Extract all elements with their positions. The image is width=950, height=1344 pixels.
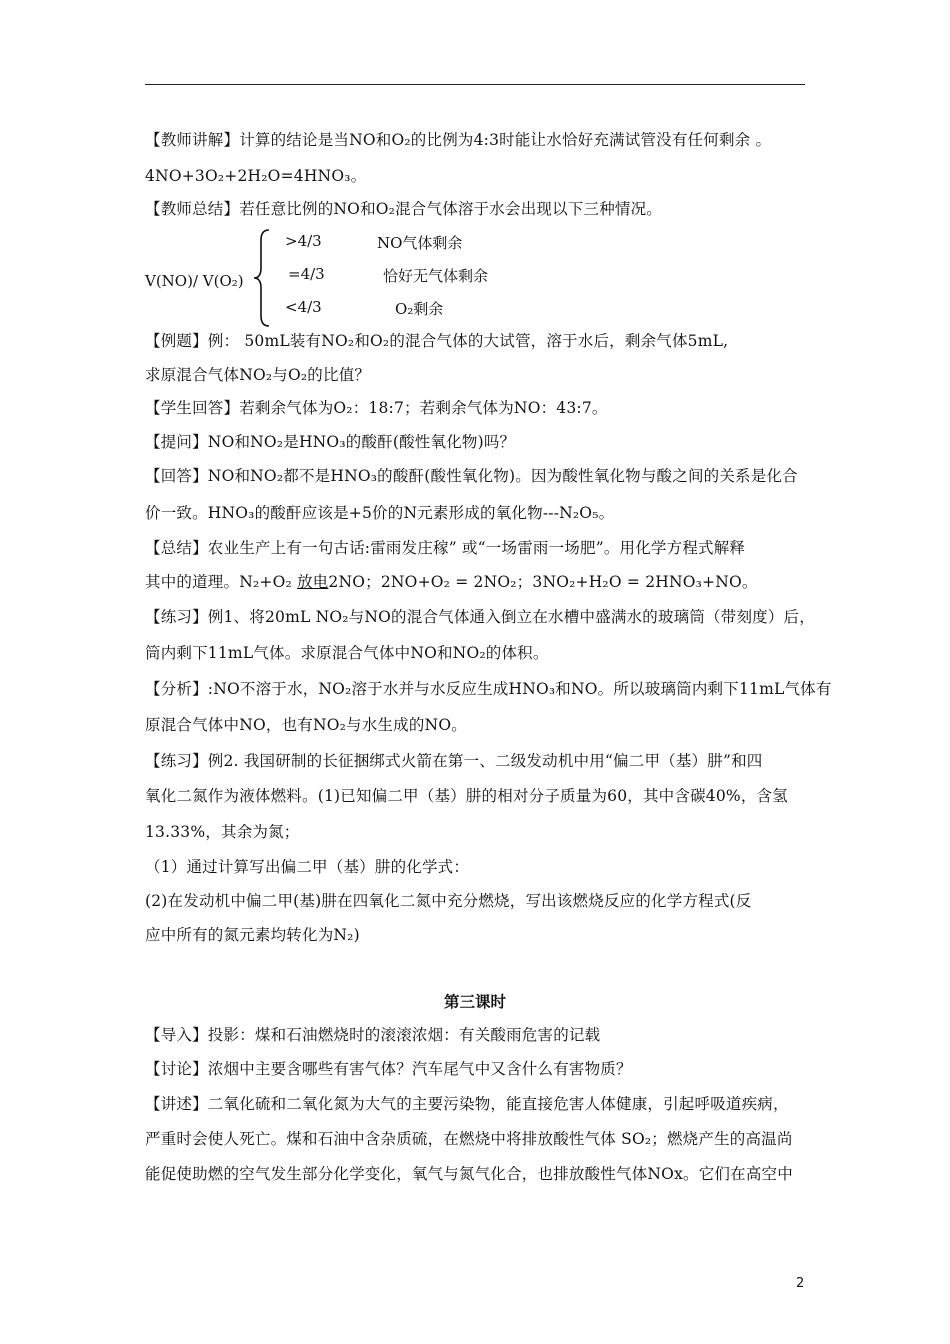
- case-condition: <4/3: [285, 298, 322, 316]
- text-line: （1）通过计算写出偏二甲（基）肼的化学式：: [145, 858, 470, 876]
- page-number: 2: [796, 1276, 805, 1291]
- text-line: 【提问】NO和NO₂是HNO₃的酸酐(酸性氧化物)吗？: [145, 433, 516, 451]
- text-line: 应中所有的氮元素均转化为N₂): [145, 926, 360, 944]
- reaction-condition: 放电: [297, 573, 329, 591]
- text-line: 【例题】例： 50mL装有NO₂和O₂的混合气体的大试管，溶于水后，剩余气体5mL,: [145, 332, 729, 350]
- case-result: NO气体剩余: [377, 234, 463, 252]
- text-line: 【回答】NO和NO₂都不是HNO₃的酸酐(酸性氧化物)。因为酸性氧化物与酸之间的关系是化合: [145, 467, 798, 485]
- ratio-cases: [145, 228, 645, 328]
- header-rule: [145, 84, 805, 85]
- text-line: 【练习】例2. 我国研制的长征捆绑式火箭在第一、二级发动机中用“偏二甲（基）肼”和四: [145, 752, 763, 770]
- curly-brace-icon: [253, 228, 271, 328]
- equation-part: N₂+O₂: [239, 573, 298, 591]
- text-line: 价一致。HNO₃的酸酐应该是+5价的N元素形成的氧化物---N₂O₅。: [145, 504, 615, 522]
- text-line: 4NO+3O₂+2H₂O=4HNO₃。: [145, 167, 367, 185]
- case-result: O₂剩余: [395, 300, 444, 318]
- text-segment: 其中的道理。: [145, 573, 240, 591]
- text-line: 【总结】农业生产上有一句古话:雷雨发庄稼” 或“一场雷雨一场肥”。用化学方程式解释: [145, 539, 746, 557]
- text-line: 【导入】投影：煤和石油燃烧时的滚滚浓烟：有关酸雨危害的记载: [145, 1026, 601, 1044]
- text-line: 能促使助燃的空气发生部分化学变化，氧气与氮气化合，也排放酸性气体NOx。它们在高空中: [145, 1165, 793, 1183]
- text-line: 原混合气体中NO，也有NO₂与水生成的NO。: [145, 716, 467, 734]
- section-title: 第三课时: [443, 992, 506, 1011]
- text-line: 【教师总结】若任意比例的NO和O₂混合气体溶于水会出现以下三种情况。: [145, 200, 662, 218]
- text-line: 13.33%，其余为氮；: [145, 823, 300, 841]
- text-line: 【分析】:NO不溶于水，NO₂溶于水并与水反应生成HNO₃和NO。所以玻璃筒内剩下11mL气体有: [145, 680, 832, 698]
- text-line: (2)在发动机中偏二甲(基)肼在四氧化二氮中充分燃烧，写出该燃烧反应的化学方程式(反: [145, 892, 752, 910]
- text-line: 氧化二氮作为液体燃料。(1)已知偏二甲（基）肼的相对分子质量为60，其中含碳40%，含氢: [145, 787, 788, 805]
- equation-part: 2NO；2NO+O₂ = 2NO₂；3NO₂+H₂O = 2HNO₃+NO。: [328, 573, 758, 591]
- text-line: 【讨论】浓烟中主要含哪些有害气体？汽车尾气中又含什么有害物质？: [145, 1060, 632, 1078]
- text-line: 【讲述】二氧化硫和二氧化氮为大气的主要污染物，能直接危害人体健康，引起呼吸道疾病，: [145, 1095, 789, 1113]
- text-line: 严重时会使人死亡。煤和石油中含杂质硫，在燃烧中将排放酸性气体 SO₂；燃烧产生的高温尚: [145, 1130, 793, 1148]
- ratio-label: V(NO)/ V(O₂): [145, 272, 244, 290]
- case-condition: >4/3: [285, 232, 322, 250]
- text-line: 筒内剩下11mL气体。求原混合气体中NO和NO₂的体积。: [145, 644, 549, 662]
- text-line: 【教师讲解】计算的结论是当NO和O₂的比例为4:3时能让水恰好充满试管没有任何剩余 。: [145, 131, 772, 149]
- text-line: 求原混合气体NO₂与O₂的比值？: [145, 366, 371, 384]
- equation-line: [145, 572, 815, 592]
- text-line: 【练习】例1、将20mL NO₂与NO的混合气体通入倒立在水槽中盛满水的玻璃筒（带刻度）后，: [145, 608, 815, 626]
- text-line: 【学生回答】若剩余气体为O₂：18:7；若剩余气体为NO：43:7。: [145, 399, 608, 417]
- case-result: 恰好无气体剩余: [383, 267, 489, 285]
- case-condition: =4/3: [288, 265, 325, 283]
